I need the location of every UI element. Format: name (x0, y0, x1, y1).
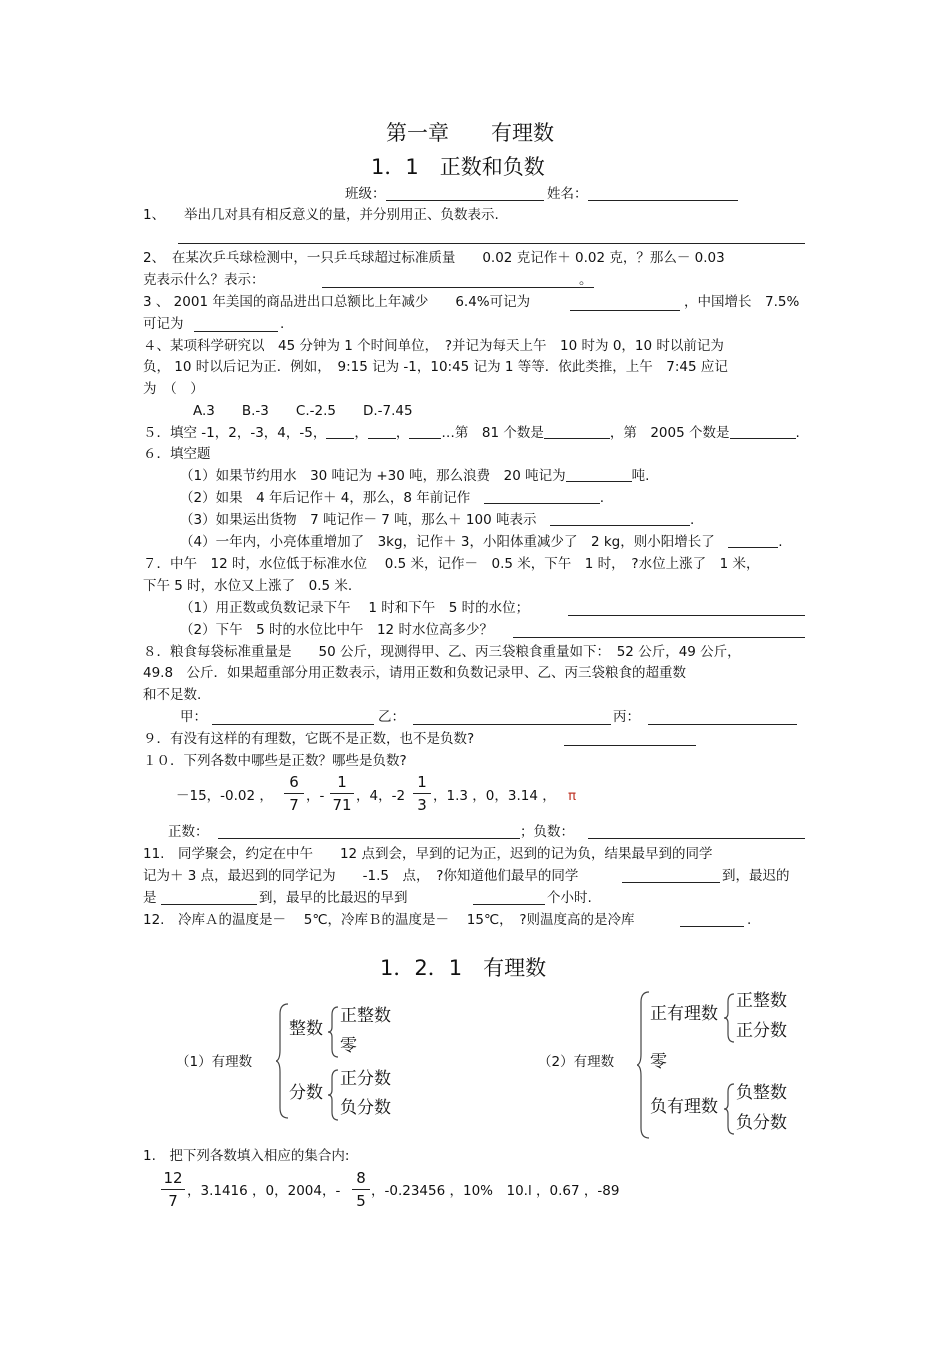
q2-line2-label: 克表示什么？表示： (143, 272, 265, 288)
q10-negative-label: ；负数： (520, 824, 574, 840)
q6-sub2 (180, 488, 604, 508)
q5-text (143, 423, 800, 443)
q4-options: A.3 B.-3 C.-2.5 D.-7.45 (193, 403, 413, 419)
q6-sub1 (180, 466, 649, 486)
q10-f2-den: 71 (332, 796, 352, 814)
q10-positive-label: 正数： (168, 824, 209, 840)
q5-part-e: ，第 2005 个数是 (609, 425, 730, 441)
section-title: 1．1 正数和负数 (371, 155, 545, 179)
q11-line3-end: 个小时. (547, 890, 592, 906)
q8-line1: ８．粮食每袋标准重量是 50 公斤，现测得甲、乙、丙三袋粮食重量如下： 52 公斤，49 公斤， (143, 644, 741, 660)
q10-heading: １０．下列各数中哪些是正数？哪些是负数? (143, 753, 407, 769)
q10-fraction-6-7 (284, 772, 304, 815)
q5-blank4[interactable] (544, 424, 610, 439)
class-field[interactable] (386, 200, 544, 201)
positive-fraction: 正分数 (340, 1069, 391, 1089)
brace-fraction (328, 1068, 340, 1122)
q7-sub2: （2）下午 5 时的水位比中午 12 时水位高多少？ (180, 622, 493, 638)
q7-sub1: （1）用正数或负数记录下午 1 时和下午 5 时的水位； (180, 600, 530, 616)
q8-line3: 和不足数. (143, 687, 202, 703)
q11-line2-end: 到，最迟的 (722, 868, 790, 884)
ex1-fraction-8-5 (352, 1168, 370, 1211)
zero: 零 (340, 1036, 357, 1056)
chapter-title: 第一章 有理数 (386, 121, 554, 145)
exercise1-heading: 1. 把下列各数填入相应的集合内: (143, 1148, 350, 1164)
q10-f1-num: 6 (289, 773, 299, 791)
positive-integer-2: 正整数 (736, 991, 787, 1011)
q7-blank1[interactable] (568, 615, 805, 616)
q3-line1: 3 、 2001 年美国的商品进出口总额比上年减少 6.4%可记为 (143, 294, 531, 310)
q5-blank3[interactable] (409, 424, 441, 439)
q2-line2-end: 。 (579, 272, 593, 288)
q7-line2: 下午 5 时，水位又上涨了 0.5 米. (143, 578, 353, 594)
ex1-f2-den: 5 (356, 1192, 366, 1210)
q10-fraction-1-71 (330, 772, 354, 815)
q5-blank1[interactable] (326, 424, 354, 439)
q9-blank[interactable] (564, 745, 696, 746)
q10-f3-den: 3 (417, 796, 427, 814)
brace-positive-rational (724, 992, 736, 1044)
name-field[interactable] (588, 200, 738, 201)
positive-integer: 正整数 (340, 1006, 391, 1026)
q9-text: ９．有没有这样的有理数，它既不是正数，也不是负数? (143, 731, 475, 747)
q4-line1: ４、某项科学研究以 45 分钟为 1 个时间单位， ?并记为每天上午 10 时为 0，10 时以前记为 (143, 338, 724, 354)
ex1-numbers-b: ，-0.23456 ，10% 10.l ，0.67 ，-89 (371, 1183, 620, 1199)
negative-rational: 负有理数 (650, 1097, 718, 1117)
brace-left-1 (276, 1002, 290, 1120)
q1-number: 1、 (143, 207, 166, 223)
q6-sub1-text: （1）如果节约用水 30 吨记为 +30 吨，那么浪费 20 吨记为 (180, 468, 566, 484)
q5-blank2[interactable] (368, 424, 396, 439)
q3-blank1[interactable] (570, 310, 680, 311)
q3-blank2[interactable] (194, 331, 278, 332)
q6-blank2[interactable] (484, 489, 600, 504)
ex1-fraction-12-7 (161, 1168, 185, 1211)
class-label: 班级： (345, 186, 386, 202)
brace-integer (328, 1005, 340, 1059)
negative-fraction: 负分数 (340, 1098, 391, 1118)
q6-sub2-end: . (599, 490, 605, 506)
q10-num3: ，1.3 ，0，3.14 ， (433, 788, 556, 804)
q5-part-d: …第 81 个数是 (441, 425, 544, 441)
q8-line2: 49.8 公斤．如果超重部分用正数表示，请用正数和负数记录甲、乙、丙三袋粮食的超重数 (143, 665, 687, 681)
q4-line2: 负， 10 时以后记为正．例如， 9:15 记为 -1，10:45 记为 1 等等．依此类推，上午 7:45 应记 (143, 359, 728, 375)
q10-fraction-1-3 (413, 772, 431, 815)
q3-line2-end: . (280, 316, 285, 332)
pi-symbol: π (568, 788, 577, 804)
q3-line1-end: ，中国增长 7.5% (684, 294, 800, 310)
q11-line1: 11. 同学聚会，约定在中午 12 点到会，早到的记为正，迟到的记为负，结果最早到的同学 (143, 846, 713, 862)
negative-integer-2: 负整数 (736, 1083, 787, 1103)
q10-f1-den: 7 (289, 796, 299, 814)
q6-sub4-text: （4）一年内，小亮体重增加了 3kg，记作＋ 3，小阳体重减少了 2 kg，则小阳增长了 (180, 534, 715, 550)
q6-sub4-end: . (778, 534, 783, 550)
ex1-numbers-a: ，3.1416 ，0，2004，- (187, 1183, 341, 1199)
zero-2: 零 (650, 1052, 667, 1072)
q11-blank1[interactable] (622, 882, 720, 883)
q4-line3: 为 （ ） (143, 381, 204, 397)
q8-yi-label: 乙： (378, 709, 405, 725)
q12-text: 12. 冷库Ａ的温度是－ 5℃，冷库Ｂ的温度是－ 15℃， ?则温度高的是冷库 (143, 912, 635, 928)
fraction-label: 分数 (289, 1083, 323, 1103)
q7-blank2[interactable] (513, 637, 805, 638)
ex1-f1-den: 7 (168, 1192, 178, 1210)
integer-label: 整数 (289, 1019, 323, 1039)
q6-blank4[interactable] (728, 533, 778, 548)
name-label: 姓名： (547, 186, 588, 202)
section2-title: 1．2．1 有理数 (380, 956, 547, 980)
q8-bing-blank[interactable] (648, 724, 797, 725)
q6-sub3-end: . (690, 512, 695, 528)
q10-num2: ，4，-2 (356, 788, 406, 804)
q6-sub2-text: （2）如果 4 年后记作＋ 4，那么，8 年前记作 (180, 490, 471, 506)
q8-yi-blank[interactable] (413, 724, 611, 725)
q5-part-f: . (795, 425, 800, 441)
q6-sub3 (180, 510, 694, 530)
q6-sub3-text: （3）如果运出货物 7 吨记作－ 7 吨，那么＋ 100 吨表示 (180, 512, 537, 528)
q10-sep1: ，- (306, 788, 325, 804)
q5-part-b: ， (354, 425, 368, 441)
classification2-label: （2）有理数 (538, 1054, 615, 1070)
q7-line1: ７．中午 12 时，水位低于标准水位 0.5 米，记作－ 0.5 米，下午 1 时， ?水位上涨了 1 米， (143, 556, 760, 572)
q6-blank3[interactable] (550, 511, 690, 526)
q11-blank2[interactable] (161, 904, 257, 905)
q10-f2-num: 1 (337, 773, 347, 791)
q2-answer-line[interactable] (322, 287, 594, 288)
ex1-f1-num: 12 (163, 1169, 183, 1187)
brace-negative-rational (724, 1082, 736, 1136)
q10-num1: －15，-0.02 ， (176, 788, 273, 804)
q6-blank1[interactable] (566, 467, 632, 482)
q3-line2: 可记为 (143, 316, 184, 332)
q10-positive-blank[interactable] (218, 838, 520, 839)
q8-jia-label: 甲： (180, 709, 207, 725)
q10-negative-blank[interactable] (588, 838, 805, 839)
q11-line3-start: 是 (143, 890, 157, 906)
q12-blank[interactable] (680, 926, 744, 927)
q6-sub4 (180, 532, 783, 552)
positive-rational: 正有理数 (650, 1004, 718, 1024)
q1-text: 举出几对具有相反意义的量，并分别用正、负数表示. (184, 207, 499, 223)
q6-sub1-end: 吨. (631, 468, 650, 484)
q5-part-a: ５．填空 -1，2，-3，4，-5， (143, 425, 327, 441)
q8-bing-label: 丙： (613, 709, 640, 725)
negative-fraction-2: 负分数 (736, 1113, 787, 1133)
q10-f3-num: 1 (417, 773, 427, 791)
q5-blank5[interactable] (730, 424, 796, 439)
q6-heading: ６．填空题 (143, 446, 211, 462)
q11-line2: 记为＋ 3 点，最迟到的同学记为 -1.5 点， ?你知道他们最早的同学 (143, 868, 579, 884)
brace-left-2 (637, 990, 651, 1140)
q12-end: . (747, 912, 752, 928)
q11-line3-mid: 到，最早的比最迟的早到 (259, 890, 408, 906)
q2-line1: 2、 在某次乒乓球检测中，一只乒乓球超过标准质量 0.02 克记作＋ 0.02 克，？那么－ 0.03 (143, 250, 725, 266)
q5-part-c: ， (395, 425, 410, 441)
ex1-f2-num: 8 (356, 1169, 366, 1187)
q11-blank3[interactable] (473, 904, 545, 905)
q1-answer-line[interactable] (178, 243, 805, 244)
q8-jia-blank[interactable] (212, 724, 374, 725)
positive-fraction-2: 正分数 (736, 1021, 787, 1041)
classification1-label: （1）有理数 (176, 1054, 253, 1070)
